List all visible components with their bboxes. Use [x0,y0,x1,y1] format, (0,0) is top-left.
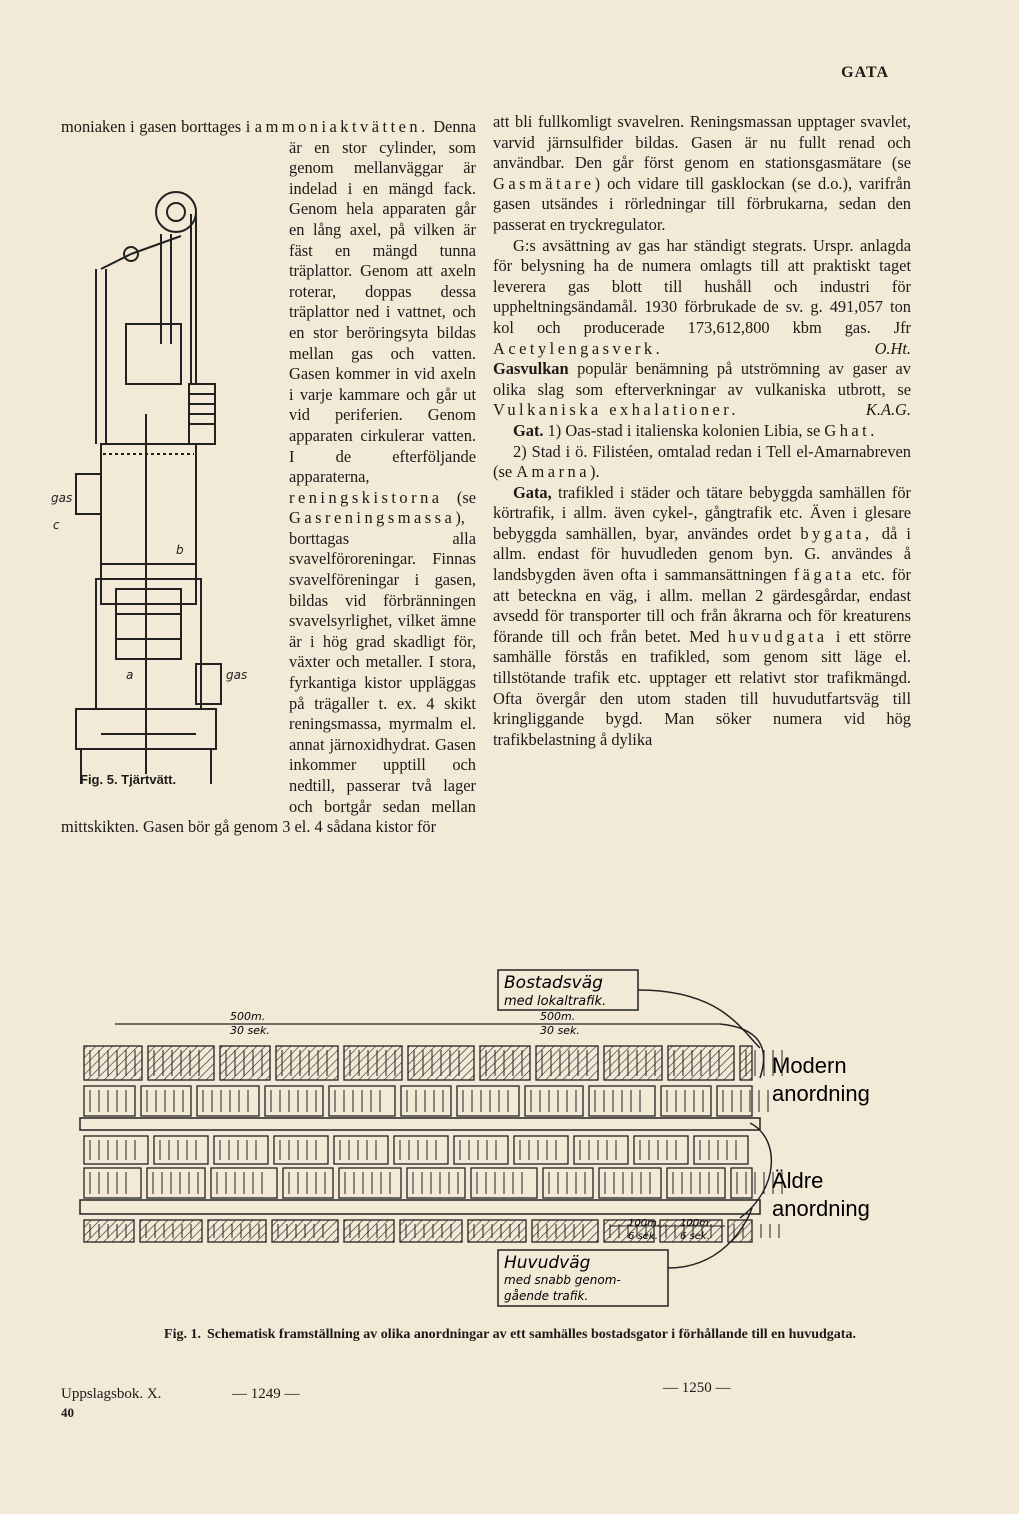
label-gas-out: gas [226,667,248,682]
building-block [214,1136,268,1164]
label-old-1: Äldre [772,1168,824,1193]
label-c: c [53,517,60,532]
entry-gat [493,421,911,442]
figure-1 [80,968,940,1313]
box-top-line2: med lokaltrafik. [504,994,607,1009]
text-run: etc. för att beteckna en väg, i allm. mellan 2 gärdesgårdar, endast avsedd för transporter till och från åkrarna och för kreaturens förande till och från betet. Med [493,565,911,646]
label-modern-2: anordning [772,1081,870,1106]
spaced-term: huvudgata [727,626,828,646]
building-block [604,1046,662,1080]
figure-1-caption [80,1326,940,1343]
entry-headword: Gasvulkan [493,359,569,379]
building-block [667,1168,725,1198]
building-block [525,1086,583,1116]
building-block [84,1136,148,1164]
entry-headword: Gat. [513,420,544,440]
entry-headword: Gata, [513,482,552,502]
figure-5 [51,138,279,806]
text-run: trafikled i städer och tätare bebyggda samhällen för körtrafik, i allm. även cykel-, gångtrafik etc. Även i glesare bebyggda samhällen, byar, användes ordet [493,482,911,543]
signature: O.Ht. [874,338,911,358]
label-gas-in: gas [51,490,73,505]
entry-gata [493,483,911,751]
building-block [274,1136,328,1164]
entry-gasvulkan [493,359,911,421]
footer-book: Uppslagsbok. X. [61,1386,162,1402]
text-run: i ett större samhälle förstås en trafikled, som genom sitt läge el. tillstötande trafik etc. upptager ett relativt stor trafikmängd. Ofta övergår den utom staden till huvudutfartsväg till kringliggande bygd. Man söker numera vid hög trafikbelastning å dylika [493,626,911,749]
building-block [197,1086,259,1116]
distance-left-a: 500m. [230,1010,266,1023]
building-block [514,1136,568,1164]
building-block [84,1086,135,1116]
building-block [344,1046,402,1080]
building-block [634,1136,688,1164]
spaced-term: Amarna [516,462,591,482]
box-top-line1: Bostadsväg [504,973,603,993]
distance-left-b: 30 sek. [230,1024,270,1037]
building-block [731,1168,752,1198]
text-run: ). [590,462,600,482]
distance-small-2a: 100m [680,1218,709,1229]
text-run: Denna är en stor cylinder, som genom mellanväggar är indelad i en mängd fack. Genom hela apparaten går en lång axel, på vilken är fäst en mängd tunna träplattor. Genom att axeln roterar, doppas dessa träplattor ned i vattnet, och en stor beröringsyta bildas mellan gas och vatten. Gasen kommer in vid axeln i varje kammare och går ut vid periferien. Genom apparaten cirkulerar vatten. I de efterföljande apparaterna, [289,117,476,487]
building-block [334,1136,388,1164]
entry-gat-2 [493,442,911,483]
distance-right-a: 500m. [540,1010,576,1023]
building-block [454,1136,508,1164]
spaced-term: Ghat. [824,420,878,440]
building-block [339,1168,401,1198]
distance-small-2b: 6 sek. [680,1231,710,1242]
text-run: då i allm. endast för huvudleden genom byn. G. användes å landsbygden även ofta i sammansättningen [493,523,911,585]
building-block [208,1220,266,1242]
text-run: 1) Oas-stad i italienska kolonien Libia, se [543,420,825,440]
label-modern-1: Modern [772,1053,847,1078]
spaced-term: reningskistorna [289,487,443,507]
page-number-left: — 1249 — [232,1386,300,1402]
building-block [407,1168,465,1198]
building-block [400,1220,462,1242]
building-block [394,1136,448,1164]
label-old-2: anordning [772,1196,870,1221]
label-a: a [126,667,134,682]
spaced-term: Vulkaniska exhalationer. [493,400,739,420]
text-run: ) och vidare till gasklockan (se d.o.), varifrån gasen utsändes i rörledningar till förbrukarna, sedan den passerat en tryckregulator. [493,173,911,234]
box-bottom-line1: Huvudväg [504,1253,591,1273]
street-layout-diagram [80,968,940,1313]
building-block [536,1046,598,1080]
text-run: populär benämning på utströmning av gaser av olika slag som efterverkningar av vulkaniska utbrott, se [493,359,911,399]
building-block [717,1086,752,1116]
distance-small-1a: 100m. [628,1218,661,1229]
building-block [147,1168,205,1198]
paragraph-gas-continued [493,112,911,236]
gas-washer-drawing [51,184,276,784]
footer-volume: 40 [61,1405,74,1420]
page-number-right: — 1250 — [663,1380,731,1396]
building-block [599,1168,661,1198]
building-block [84,1046,142,1080]
spaced-term: Gasmätare [493,173,595,193]
text-run: (se [442,487,476,507]
running-head: GATA [841,64,889,81]
building-block [457,1086,519,1116]
left-paragraph [51,117,476,838]
spaced-term: fägata [793,565,855,585]
building-block [468,1220,526,1242]
distance-right-b: 30 sek. [540,1024,580,1037]
spaced-term: ammoniaktvätten. [254,117,429,136]
spaced-term: Gasreningsmassa [289,508,456,528]
figure-5-caption: Fig. 5. Tjärtvätt. [80,772,177,787]
building-block [574,1136,628,1164]
signature: K.A.G. [865,400,911,420]
spaced-term: bygata, [800,523,873,543]
distance-small-1b: 6 sek. [628,1231,658,1242]
right-column [493,112,911,750]
building-block [276,1046,338,1080]
spaced-term: Acetylengasverk. [493,338,664,358]
building-block [84,1168,141,1198]
label-b: b [176,542,184,557]
text-run: ), borttagas alla svavelföroreningar. Finnas svavelföreningar i gasen, bildas vid förbränningen svavelsyrlighet, vilket ämne är i hög grad skadligt för, växter och metaller. I stora, fyrkantiga kistor uppläggas på trägaller t. ex. 4 skikt reningsmassa, myrmalm el. annat järnoxidhydrat. Gasen inkommer upptill och nedtill, passerar två lager och bortgår sedan mellan mittskikten. Gasen bör gå genom 3 el. 4 sådana kistor för [61,508,476,837]
building-block [154,1136,208,1164]
text-run: att bli fullkomligt svavelren. Reningsmassan upptager svavlet, varvid järnsulfider bildas. Gasen är nu fullt renad och användbar. Den går först genom en stationsgasmätare (se [493,112,911,173]
box-bottom-line3: gående trafik. [504,1289,589,1303]
paragraph-gas-usage [493,236,911,360]
text-run: moniaken i gasen borttages i [61,117,255,136]
text-run: G:s avsättning av gas har ständigt stegrats. Urspr. anlagda för belysning ha de numera omlagts till att praktiskt taget leverera gas blott till hushåll och industri för uppheltningsändamål. 1930 förbrukade de sv. g. 491,057 ton kol och producerade 173,612,800 kbm gas. Jfr [493,235,911,337]
caption-label: Fig. 1. [164,1327,201,1342]
box-bottom-line2: med snabb genom- [504,1273,621,1287]
building-block [694,1136,748,1164]
building-block [265,1086,323,1116]
text-run: 2) Stad i ö. Filistéen, omtalad redan i Tell el-Amarnabreven (se [493,441,911,482]
building-block [140,1220,202,1242]
left-column [51,117,476,838]
caption-text: Schematisk framställning av olika anordningar av ett samhälles bostadsgator i förhållande till en huvudgata. [206,1327,856,1342]
